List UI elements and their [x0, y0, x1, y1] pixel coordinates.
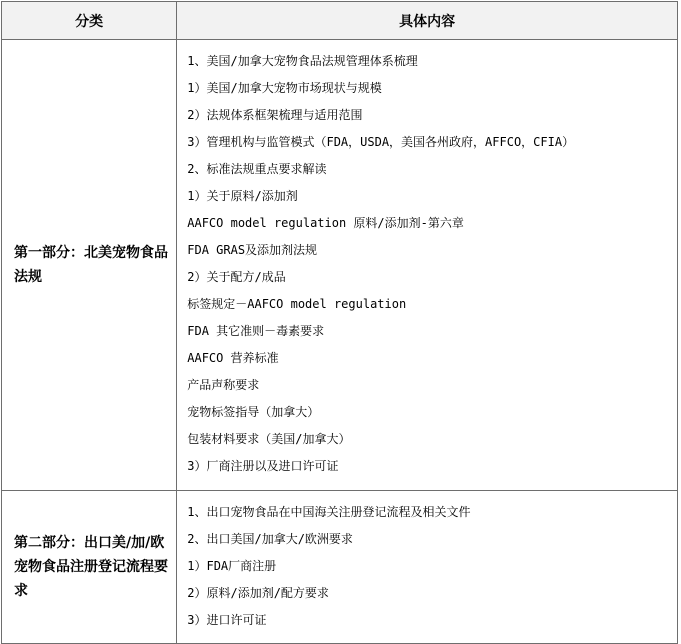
item-list	[187, 48, 677, 480]
list-item: 3）厂商注册以及进口许可证	[187, 459, 339, 473]
item-list	[187, 499, 677, 634]
header-category: 分类	[2, 2, 177, 40]
row-items	[177, 491, 678, 644]
list-item: 标签规定－AAFCO model regulation	[187, 297, 407, 311]
list-item: FDA 其它准则－毒素要求	[187, 324, 325, 338]
list-item: FDA GRAS及添加剂法规	[187, 243, 318, 257]
row-category: 第一部分：北美宠物食品法规	[2, 40, 177, 491]
list-item: 产品声称要求	[187, 378, 260, 392]
list-item: 1、美国/加拿大宠物食品法规管理体系梳理	[187, 54, 418, 68]
list-item: 2）法规体系框架梳理与适用范围	[187, 108, 363, 122]
table-row	[2, 491, 678, 644]
row-items	[177, 40, 678, 491]
table-row	[2, 40, 678, 491]
list-item: AAFCO 营养标准	[187, 351, 279, 365]
list-item: 3）管理机构与监管模式（FDA，USDA，美国各州政府，AFFCO，CFIA）	[187, 135, 575, 149]
list-item: 1）FDA厂商注册	[187, 559, 277, 573]
list-item: 2）原料/添加剂/配方要求	[187, 586, 329, 600]
header-content: 具体内容	[177, 2, 678, 40]
list-item: AAFCO model regulation 原料/添加剂-第六章	[187, 216, 464, 230]
list-item: 3）进口许可证	[187, 613, 267, 627]
list-item: 宠物标签指导（加拿大）	[187, 405, 320, 419]
header-row	[2, 2, 678, 40]
content-table	[1, 1, 678, 644]
list-item: 1、出口宠物食品在中国海关注册登记流程及相关文件	[187, 505, 471, 519]
list-item: 1）美国/加拿大宠物市场现状与规模	[187, 81, 382, 95]
list-item: 1）关于原料/添加剂	[187, 189, 298, 203]
list-item: 2、出口美国/加拿大/欧洲要求	[187, 532, 353, 546]
row-category: 第二部分：出口美/加/欧宠物食品注册登记流程要求	[2, 491, 177, 644]
list-item: 2、标准法规重点要求解读	[187, 162, 327, 176]
list-item: 包装材料要求（美国/加拿大）	[187, 432, 351, 446]
list-item: 2）关于配方/成品	[187, 270, 286, 284]
